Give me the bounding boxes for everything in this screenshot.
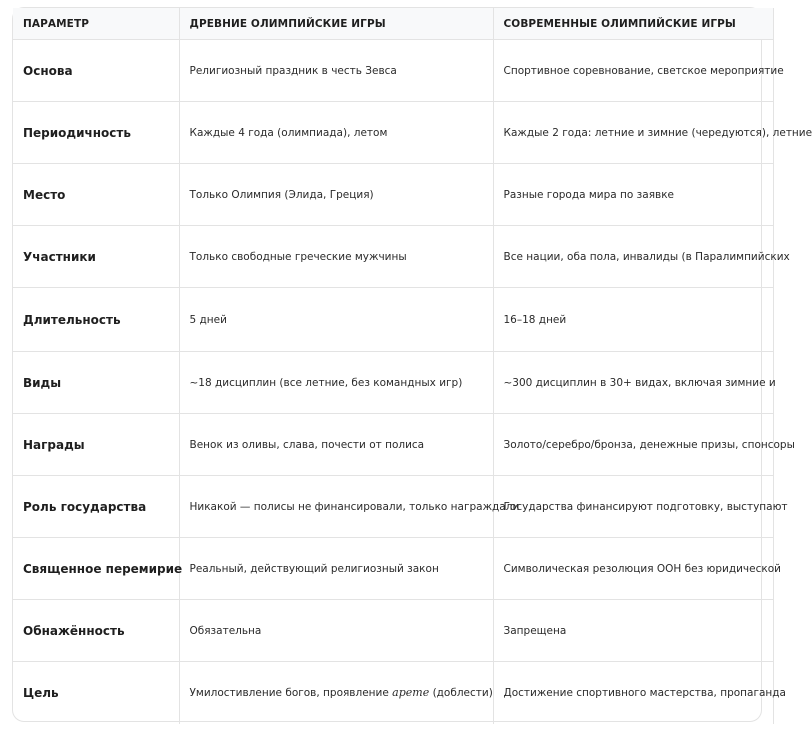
table-row	[13, 476, 773, 538]
row-parameter: Основа	[13, 40, 179, 102]
row-modern-value: Каждые 2 года: летние и зимние (чередуются), летние	[493, 102, 773, 164]
row-modern-value: ~300 дисциплин в 30+ видах, включая зимние и	[493, 352, 773, 414]
row-modern-value: Золото/серебро/бронза, денежные призы, спонсоры	[493, 414, 773, 476]
table-row	[13, 164, 773, 226]
header-ancient-games: ДРЕВНИЕ ОЛИМПИЙСКИЕ ИГРЫ	[179, 8, 493, 40]
table-row	[13, 600, 773, 662]
row-parameter: Периодичность	[13, 102, 179, 164]
row-parameter: Награды	[13, 414, 179, 476]
table-row	[13, 662, 773, 724]
row-modern-value: Запрещена	[493, 600, 773, 662]
row-ancient-value: Религиозный праздник в честь Зевса	[179, 40, 493, 102]
table-row	[13, 414, 773, 476]
row-parameter: Роль государства	[13, 476, 179, 538]
row-ancient-value: Венок из оливы, слава, почести от полиса	[179, 414, 493, 476]
row-parameter: Цель	[13, 662, 179, 724]
row-parameter: Священное перемирие	[13, 538, 179, 600]
row-parameter: Длительность	[13, 288, 179, 352]
row-ancient-value	[179, 662, 493, 724]
header-parameter: ПАРАМЕТР	[13, 8, 179, 40]
table-row	[13, 352, 773, 414]
row-modern-value: Разные города мира по заявке	[493, 164, 773, 226]
row-modern-value: 16–18 дней	[493, 288, 773, 352]
row-parameter: Место	[13, 164, 179, 226]
table-row	[13, 102, 773, 164]
row-ancient-value: Только свободные греческие мужчины	[179, 226, 493, 288]
table-header-row	[13, 8, 773, 40]
row-parameter: Обнажённость	[13, 600, 179, 662]
row-ancient-value: Обязательна	[179, 600, 493, 662]
comparison-table	[13, 8, 812, 724]
row-ancient-value: Каждые 4 года (олимпиада), летом	[179, 102, 493, 164]
table-row	[13, 288, 773, 352]
row-parameter: Участники	[13, 226, 179, 288]
header-modern-games: СОВРЕМЕННЫЕ ОЛИМПИЙСКИЕ ИГРЫ	[493, 8, 773, 40]
row-modern-value: Спортивное соревнование, светское мероприятие	[493, 40, 773, 102]
row-modern-value: Государства финансируют подготовку, выступают	[493, 476, 773, 538]
row-ancient-value: ~18 дисциплин (все летние, без командных игр)	[179, 352, 493, 414]
row-ancient-value: Никакой — полисы не финансировали, только награждали	[179, 476, 493, 538]
comparison-table-container	[12, 7, 812, 722]
row-modern-value: Символическая резолюция ООН без юридической	[493, 538, 773, 600]
table-row	[13, 226, 773, 288]
row-modern-value: Все нации, оба пола, инвалиды (в Паралимпийских	[493, 226, 773, 288]
row-ancient-value: Только Олимпия (Элида, Греция)	[179, 164, 493, 226]
row-parameter: Виды	[13, 352, 179, 414]
ancient-text-end: (доблести)	[429, 687, 493, 700]
table-row	[13, 538, 773, 600]
row-ancient-value: Реальный, действующий религиозный закон	[179, 538, 493, 600]
row-modern-value: Достижение спортивного мастерства, пропаганда	[493, 662, 773, 724]
arete-term: арете	[392, 686, 430, 700]
ancient-text-start: Умилостивление богов, проявление	[189, 687, 393, 700]
table-row	[13, 40, 773, 102]
row-ancient-value: 5 дней	[179, 288, 493, 352]
